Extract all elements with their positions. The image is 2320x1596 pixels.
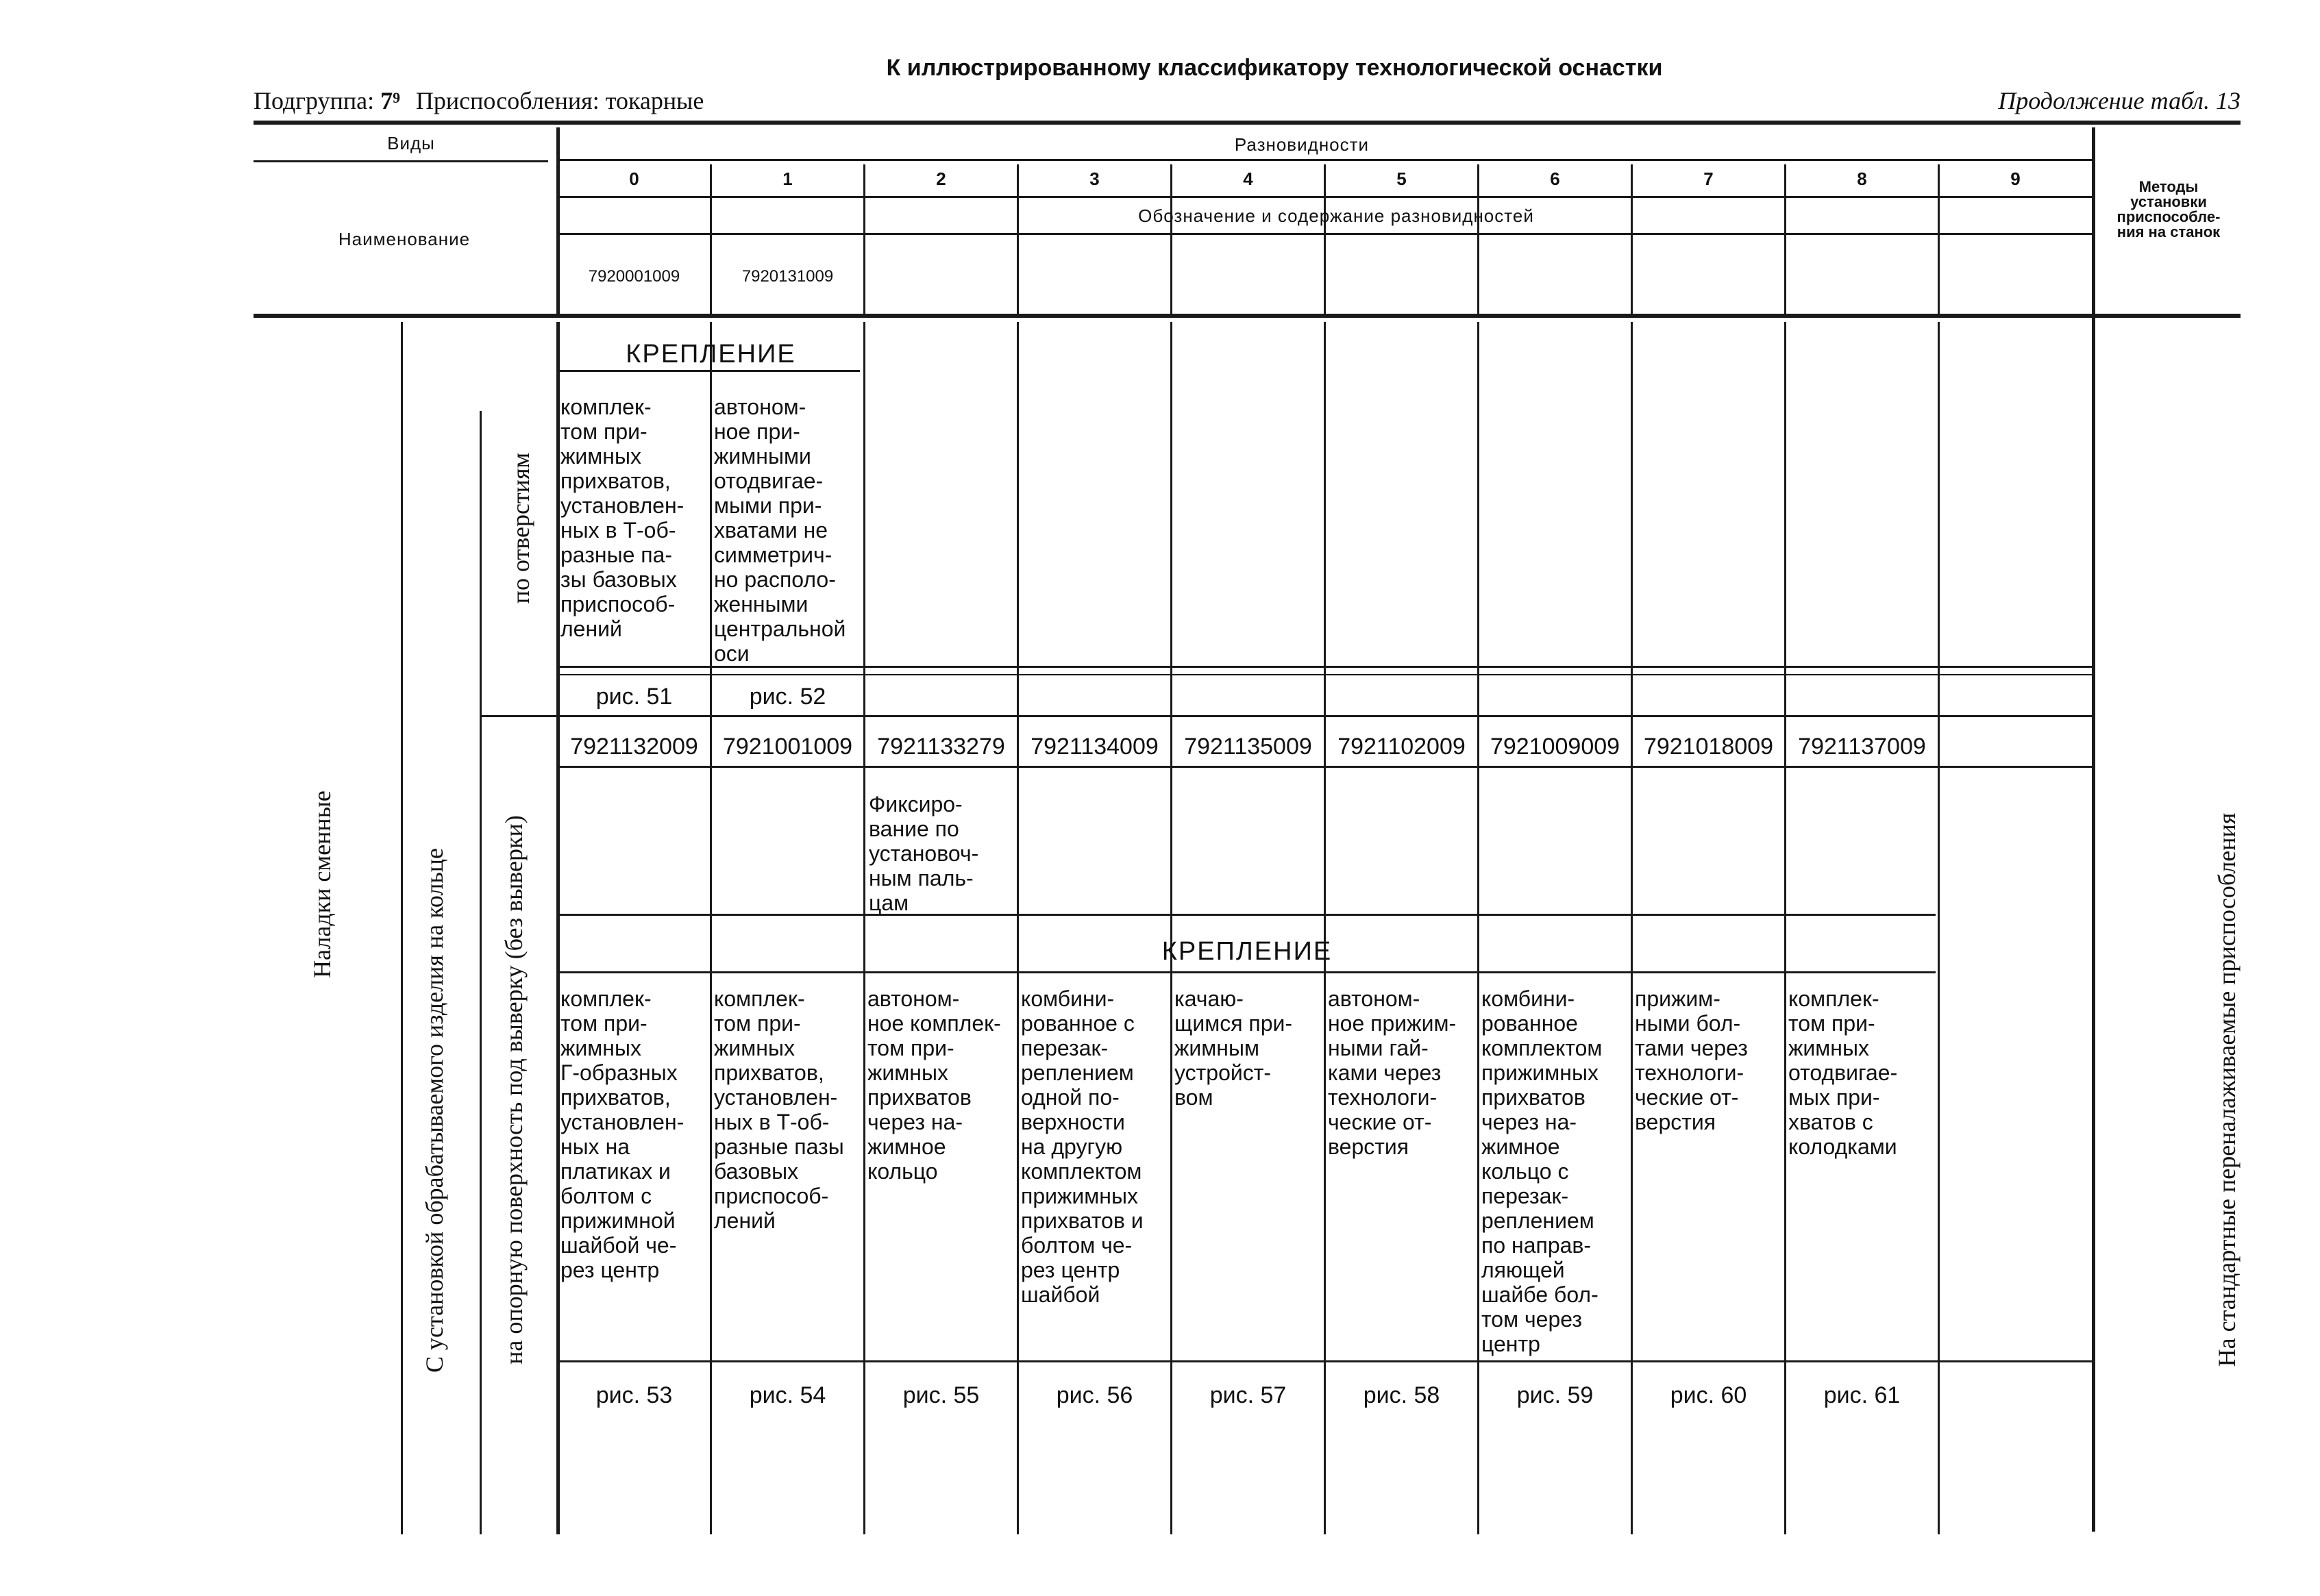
section-a-banner: КРЕПЛЕНИЕ — [626, 340, 796, 369]
section-a-label: по отверстиям — [507, 452, 534, 604]
section-b-fixing-rule — [558, 914, 1936, 916]
body-left-divider — [556, 322, 560, 1534]
fig-55: рис. 55 — [902, 1382, 980, 1408]
digit-3: 3 — [1089, 169, 1100, 189]
fig-61: рис. 61 — [1823, 1382, 1901, 1408]
group-divider — [401, 322, 403, 1534]
section-a-fig-rule — [558, 666, 2092, 668]
section-b-cell-6: комбини- рованное комплектом прижимных прихватов через на- жимное кольцо с перезак- реплением по направ- ляющей шайбе бол- том через центр — [1481, 986, 1603, 1356]
digit-0: 0 — [629, 169, 639, 189]
subgroup-line — [254, 86, 704, 115]
fig-53: рис. 53 — [595, 1382, 673, 1408]
page-title: К иллюстрированному классификатору технологической оснастки — [886, 55, 1663, 81]
section-b-cell-7: прижим- ными бол- тами через технологи- ческие от- верстия — [1635, 986, 1748, 1134]
continuation-note: Продолжение табл. 13 — [1998, 87, 2241, 114]
col-divider — [1017, 322, 1019, 1534]
code-6: 7921009009 — [1490, 734, 1620, 760]
code-2: 7921133279 — [877, 734, 1005, 760]
digits-rule — [558, 196, 2093, 198]
digit-8: 8 — [1857, 169, 1867, 189]
digit-2: 2 — [936, 169, 946, 189]
designation-header: Обозначение и содержание разновидностей — [1138, 205, 1534, 226]
digit-7: 7 — [1703, 169, 1714, 189]
col-divider — [710, 322, 712, 1534]
section-a-fig-rule-2 — [558, 674, 2092, 675]
fig-60: рис. 60 — [1670, 1382, 1747, 1408]
code-8: 7921137009 — [1798, 734, 1926, 760]
code-4: 7921135009 — [1184, 734, 1312, 760]
subgroup-divider — [480, 411, 482, 1534]
head-code: 7920131009 — [741, 267, 834, 286]
fixing-text: Фиксиро- вание по установоч- ным паль- цам — [869, 792, 979, 915]
methods-header: Методы установки приспособле- ния на станок — [2117, 178, 2221, 240]
section-b-cell-5: автоном- ное прижим- ными гай- ками через технологи- ческие от- верстия — [1328, 986, 1457, 1159]
digit-9: 9 — [2010, 169, 2021, 189]
head-left-divider — [556, 127, 560, 316]
code-5: 7921102009 — [1337, 734, 1466, 760]
section-b-label: на опорную поверхность под выверку (без выверки) — [500, 815, 528, 1364]
section-b-cell-8: комплек- том при- жимных отодвигае- мых при- хватов с колодками — [1788, 986, 1898, 1159]
col-divider — [1324, 322, 1326, 1534]
kinds-rule — [254, 160, 548, 162]
section-b-cell-3: комбини- рованное с перезак- реплением одной по- верхности на другую комплектом прижимных прихватов и болтом че- рез центр шайбой — [1021, 986, 1144, 1307]
digit-1: 1 — [782, 169, 793, 189]
fig-59: рис. 59 — [1516, 1382, 1594, 1408]
subgroup-name: Приспособления: токарные — [415, 87, 704, 114]
col-divider — [1938, 322, 1940, 1534]
section-a-banner-rule — [558, 370, 860, 372]
section-b-cell-0: комплек- том при- жимных Г-образных прихватов, установлен- ных на платиках и болтом с прижимной шайбой че- рез центр — [560, 986, 684, 1282]
code-3: 7921134009 — [1031, 734, 1159, 760]
designation-rule — [558, 233, 2093, 235]
code-7: 7921018009 — [1643, 734, 1774, 760]
section-b-banner-rule — [558, 971, 1936, 973]
col-divider — [1631, 322, 1633, 1534]
section-b-cell-1: комплек- том при- жимных прихватов, установлен- ных в Т-об- разные пазы базовых приспособ- лений — [714, 986, 844, 1233]
digit-6: 6 — [1550, 169, 1560, 189]
section-b-code-rule — [558, 766, 2092, 768]
fig-58: рис. 58 — [1363, 1382, 1440, 1408]
fig-56: рис. 56 — [1056, 1382, 1133, 1408]
fig-57: рис. 57 — [1209, 1382, 1287, 1408]
name-header: Наименование — [338, 229, 471, 249]
col-divider — [863, 322, 865, 1534]
subgroup-label: Подгруппа: — [254, 87, 375, 114]
subgroup-value: 7⁹ — [380, 87, 400, 114]
section-a-cell-0: комплек- том при- жимных прихватов, установлен- ных в Т-об- разные па- зы базовых приспособ- лений — [560, 395, 684, 641]
group-label: Наладки сменные — [308, 790, 336, 978]
fig-54: рис. 54 — [749, 1382, 826, 1408]
section-b-fig-rule — [558, 1360, 2092, 1362]
section-b-banner: КРЕПЛЕНИЕ — [1161, 937, 1333, 966]
fig-52: рис. 52 — [749, 684, 826, 710]
digit-4: 4 — [1243, 169, 1253, 189]
kinds-header: Виды — [387, 133, 435, 153]
section-divider — [480, 715, 2092, 717]
head-top-rule — [254, 121, 2241, 125]
col-divider — [1784, 322, 1786, 1534]
head-code: 7920001009 — [588, 267, 680, 286]
section-a-cell-1: автоном- ное при- жимными отодвигае- мыми при- хватами не симметрич- но располо- женными центральной оси — [714, 395, 846, 666]
section-b-cell-2: автоном- ное комплек- том при- жимных прихватов через на- жимное кольцо — [867, 986, 1001, 1184]
head-bottom-rule — [254, 314, 2241, 318]
fig-51: рис. 51 — [595, 684, 673, 710]
section-b-cell-4: качаю- щимся при- жимным устройст- вом — [1174, 986, 1293, 1110]
col-divider — [1477, 322, 1479, 1534]
code-0: 7921132009 — [570, 734, 698, 760]
subgroup-label-vertical: С установкой обрабатываемого изделия на кольце — [421, 847, 448, 1373]
code-1: 7921001009 — [722, 734, 853, 760]
varieties-header: Разновидности — [1234, 134, 1370, 155]
col-divider — [1170, 322, 1172, 1534]
varieties-rule — [558, 159, 2093, 161]
methods-value: На стандартные переналаживаемые приспособления — [2213, 812, 2241, 1367]
digit-5: 5 — [1396, 169, 1407, 189]
methods-divider — [2092, 127, 2095, 1532]
